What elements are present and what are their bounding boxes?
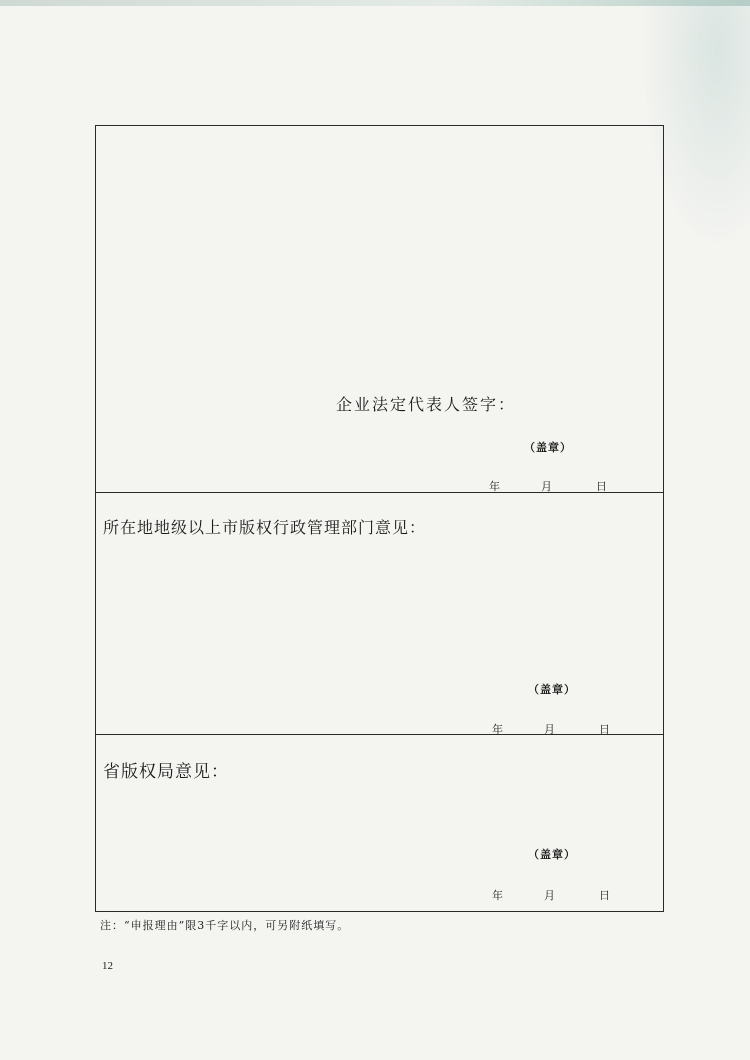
form-table [95,125,664,912]
page-number: 12 [102,960,113,972]
provincial-opinion-section [96,735,663,911]
date-month-label: 月 [541,480,552,493]
date-year-label: 年 [492,723,503,736]
scan-edge-tint [0,0,750,6]
legal-representative-section [96,126,663,493]
seal-label: （盖章） [528,683,576,696]
date-day-label: 日 [596,480,607,493]
date-month-label: 月 [544,889,555,902]
date-month-label: 月 [544,723,555,736]
seal-label: （盖章） [524,441,572,454]
signature-label: 企业法定代表人签字： [336,395,517,414]
section-heading: 省版权局意见： [103,762,229,782]
date-day-label: 日 [599,889,610,902]
date-year-label: 年 [489,480,500,493]
date-day-label: 日 [599,723,610,736]
seal-label: （盖章） [528,848,576,861]
date-year-label: 年 [492,889,503,902]
section-heading: 所在地地级以上市版权行政管理部门意见： [103,518,427,537]
municipal-opinion-section [96,493,663,735]
footnote: 注：“申报理由”限3千字以内，可另附纸填写。 [100,919,350,932]
